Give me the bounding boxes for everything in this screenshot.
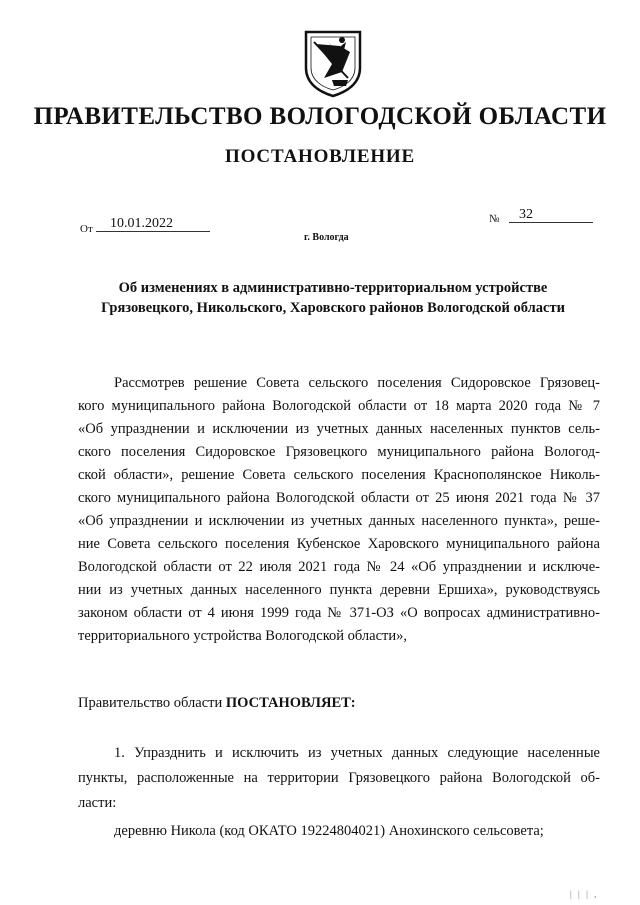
subject-line: Об изменениях в административно-территориальном устройстве	[118, 280, 548, 296]
document-number: 32	[509, 207, 593, 223]
text-line: пункты, расположенные на территории Грязовецкого района Вологодской об-	[78, 770, 600, 786]
preamble-text	[78, 372, 600, 648]
text-line: Рассмотрев решение Совета сельского поселения Сидоровское Грязовец-	[114, 375, 600, 391]
subject-line: Грязовецкого, Никольского, Харовского районов Вологодской области	[101, 300, 565, 316]
number-label: №	[489, 213, 500, 225]
scan-marks: | | | ,	[570, 889, 599, 899]
document-subject	[60, 278, 606, 318]
decree-keyword: ПОСТАНОВЛЯЕТ:	[225, 695, 356, 711]
text-line: «Об упразднении и исключении из учетных данных населенного пункта», реше-	[78, 513, 600, 529]
text-line: ской области», решение Совета сельского поселения Краснополянское Николь-	[78, 467, 600, 483]
date-label: От	[80, 223, 93, 235]
document-type: ПОСТАНОВЛЕНИЕ	[225, 146, 415, 167]
text-line: Вологодской области от 22 июля 2021 года № 24 «Об упразднении и исключе-	[78, 559, 600, 575]
issue-city: г. Вологда	[304, 232, 349, 243]
coat-of-arms-emblem	[302, 28, 364, 98]
text-line: территориального устройства Вологодской области»,	[78, 628, 408, 644]
text-line: кого муниципального района Вологодской области от 18 марта 2020 года № 7	[78, 398, 600, 414]
text-line: ского муниципального района Вологодской области от 25 июня 2021 года № 37	[78, 490, 600, 506]
text-line: «Об упразднении и исключении из учетных данных населенных пунктов сель-	[78, 421, 600, 437]
document-date: 10.01.2022	[96, 216, 210, 232]
text-line: 1. Упразднить и исключить из учетных данных следующие населенные	[114, 745, 600, 761]
text-line: законом области от 4 июня 1999 года № 371-ОЗ «О вопросах административно-	[78, 605, 600, 621]
village-entry: деревню Никола (код ОКАТО 19224804021) Анохинского сельсовета;	[114, 823, 544, 839]
text-line: ласти:	[78, 795, 117, 811]
government-title: ПРАВИТЕЛЬСТВО ВОЛОГОДСКОЙ ОБЛАСТИ	[33, 103, 607, 130]
text-line: ского поселения Сидоровское Грязовецкого муниципального района Вологод-	[78, 444, 600, 460]
text-line: ние Совета сельского поселения Кубенское Харовского муниципального района	[78, 536, 600, 552]
decree-line	[78, 692, 356, 715]
decree-prefix: Правительство области	[78, 695, 226, 711]
item-1	[78, 741, 600, 816]
text-line: нии из учетных данных населенного пункта деревни Ершиха», руководствуясь	[78, 582, 600, 598]
